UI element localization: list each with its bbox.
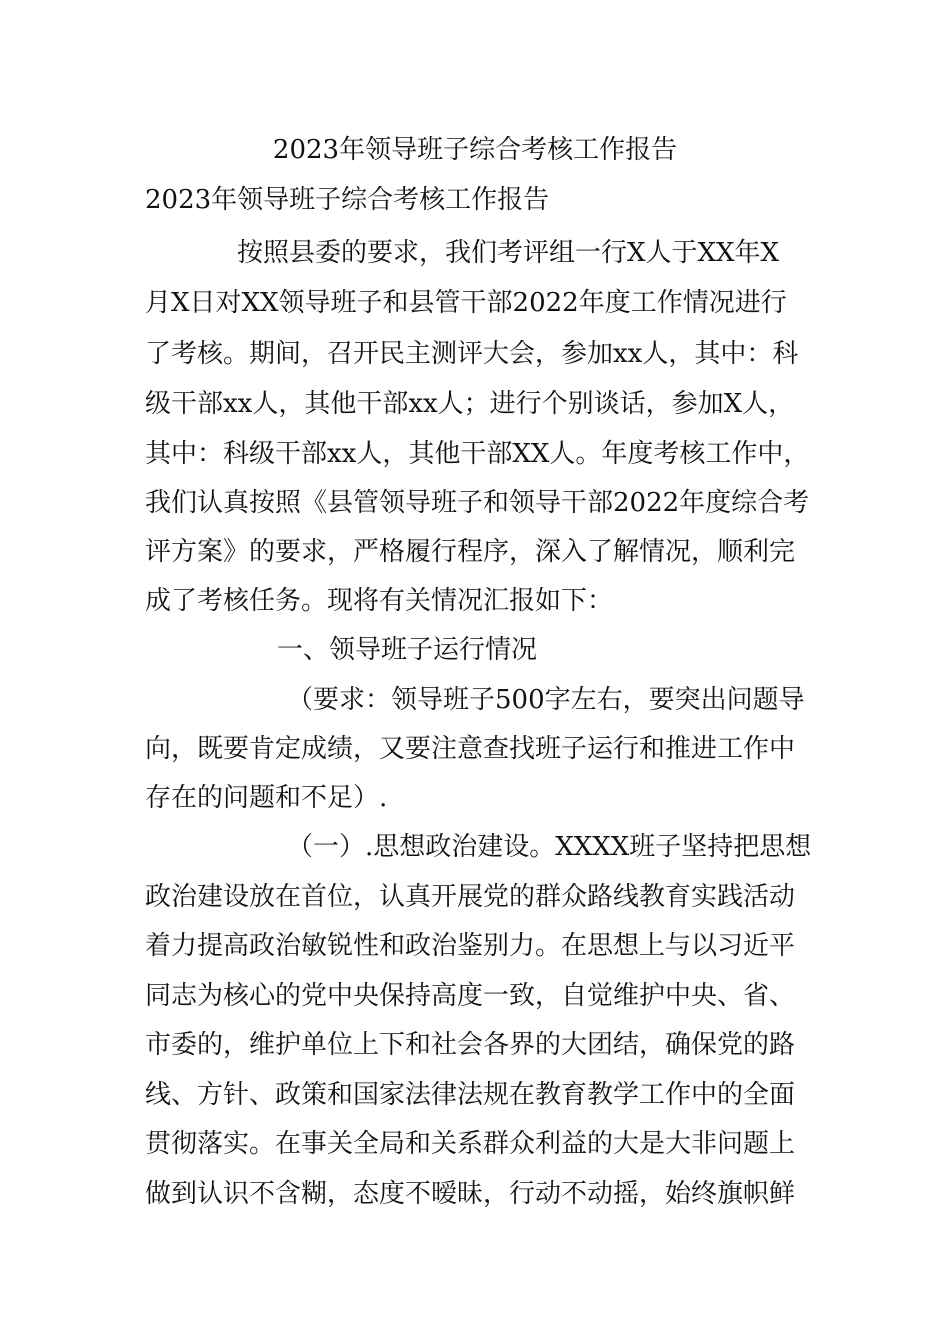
subsection-heading: （一）.思想政治建设。XXXX班子坚持把思想 bbox=[287, 832, 812, 862]
paragraph-line: 贯彻落实。在事关全局和关系群众利益的大是大非问题上 bbox=[145, 1129, 796, 1159]
paragraph-line: 做到认识不含糊，态度不暧昧，行动不动摇，始终旗帜鲜 bbox=[145, 1179, 796, 1209]
paragraph-line: 评方案》的要求，严格履行程序，深入了解情况，顺利完 bbox=[145, 537, 796, 567]
paragraph-line: 成了考核任务。现将有关情况汇报如下： bbox=[145, 586, 614, 616]
paragraph-line: 政治建设放在首位，认真开展党的群众路线教育实践活动 bbox=[145, 882, 796, 912]
paragraph-line: 级干部xx人，其他干部xx人；进行个别谈话，参加X人， bbox=[145, 389, 795, 419]
paragraph-line: （要求：领导班子500字左右，要突出问题导 bbox=[287, 685, 805, 715]
paragraph-line: 存在的问题和不足）. bbox=[145, 783, 388, 813]
paragraph-line: 市委的，维护单位上下和社会各界的大团结，确保党的路 bbox=[145, 1030, 796, 1060]
paragraph-line: 向，既要肯定成绩，又要注意查找班子运行和推进工作中 bbox=[145, 734, 796, 764]
paragraph-line: 了考核。期间，召开民主测评大会，参加xx人，其中：科 bbox=[145, 339, 799, 369]
paragraph-line: 着力提高政治敏锐性和政治鉴别力。在思想上与以习近平 bbox=[145, 931, 796, 961]
paragraph-line: 月X日对XX领导班子和县管干部2022年度工作情况进行 bbox=[145, 288, 787, 318]
paragraph-line: 其中：科级干部xx人，其他干部XX人。年度考核工作中， bbox=[145, 439, 810, 469]
document-title: 2023年领导班子综合考核工作报告 bbox=[272, 135, 678, 165]
paragraph-line: 我们认真按照《县管领导班子和领导干部2022年度综合考 bbox=[145, 488, 810, 518]
paragraph-line: 按照县委的要求，我们考评组一行X人于XX年X bbox=[237, 238, 780, 268]
section-heading: 一、领导班子运行情况 bbox=[277, 635, 538, 665]
paragraph-line: 同志为核心的党中央保持高度一致，自觉维护中央、省、 bbox=[145, 981, 796, 1011]
document-subtitle: 2023年领导班子综合考核工作报告 bbox=[145, 185, 550, 215]
paragraph-line: 线、方针、政策和国家法律法规在教育教学工作中的全面 bbox=[145, 1080, 796, 1110]
